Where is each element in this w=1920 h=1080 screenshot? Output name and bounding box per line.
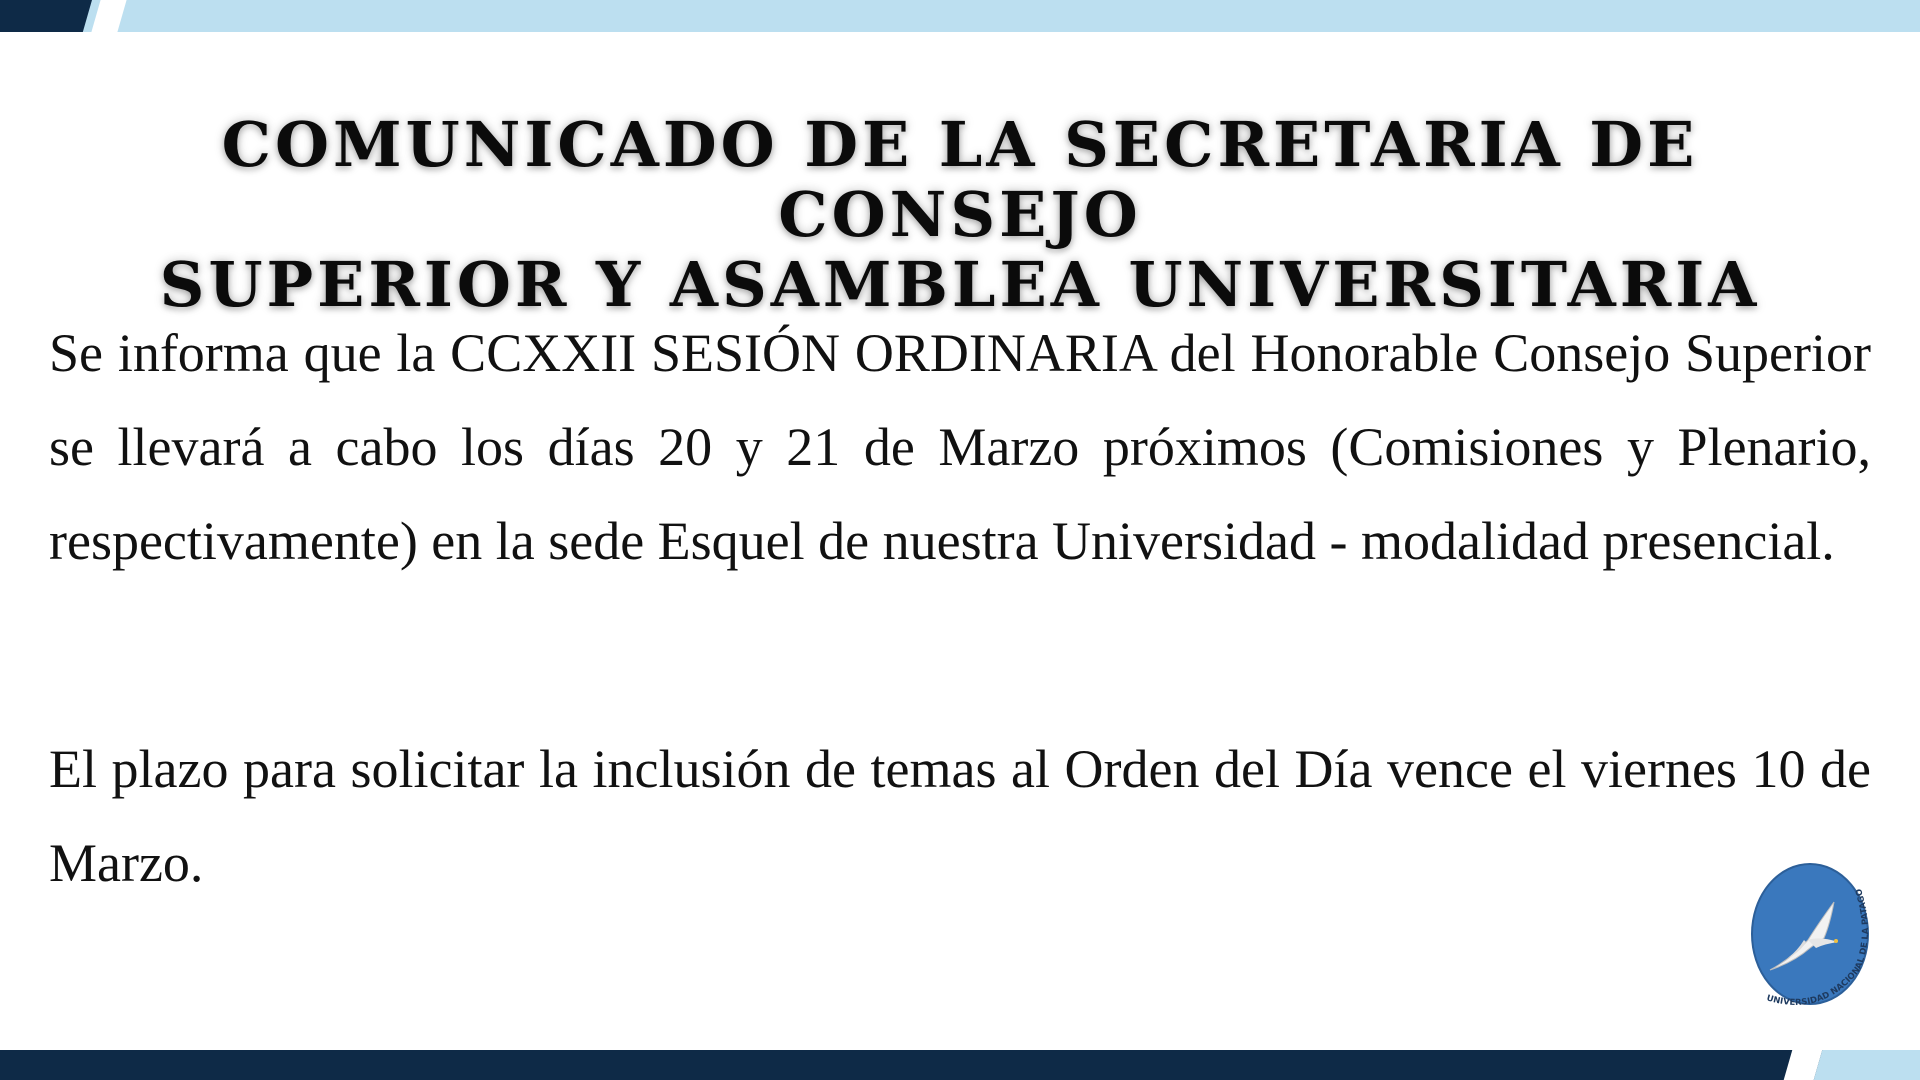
announcement-paragraph: Se informa que la CCXXII SESIÓN ORDINARIA del Honorable Consejo Superior se llevará a cabo los días 20 y 21 de Marzo próximos (Comisiones y Plenario, respectivamente) en la sede Esquel de nuestra Universidad - modalidad presencial. bbox=[49, 323, 1871, 571]
deadline-paragraph: El plazo para solicitar la inclusión de temas al Orden del Día vence el viernes 10 de Marzo. bbox=[49, 739, 1871, 893]
top-decorative-band bbox=[0, 0, 1920, 32]
seal-text: UNIVERSIDAD NACIONAL DE LA PATAGO bbox=[1765, 887, 1872, 1008]
top-band-gap bbox=[91, 0, 126, 32]
page-title-line-2: SUPERIOR Y ASAMBLEA UNIVERSITARIA bbox=[159, 248, 1761, 321]
page-title-line-1: COMUNICADO DE LA SECRETARIA DE CONSEJO bbox=[221, 108, 1699, 251]
bottom-band-light-segment bbox=[1814, 1050, 1920, 1080]
page-title bbox=[50, 110, 1870, 320]
university-logo bbox=[1748, 862, 1886, 1012]
top-band-dark-segment bbox=[0, 0, 92, 32]
albatross-seal-icon bbox=[1748, 862, 1886, 1012]
bottom-decorative-band bbox=[0, 1050, 1920, 1080]
